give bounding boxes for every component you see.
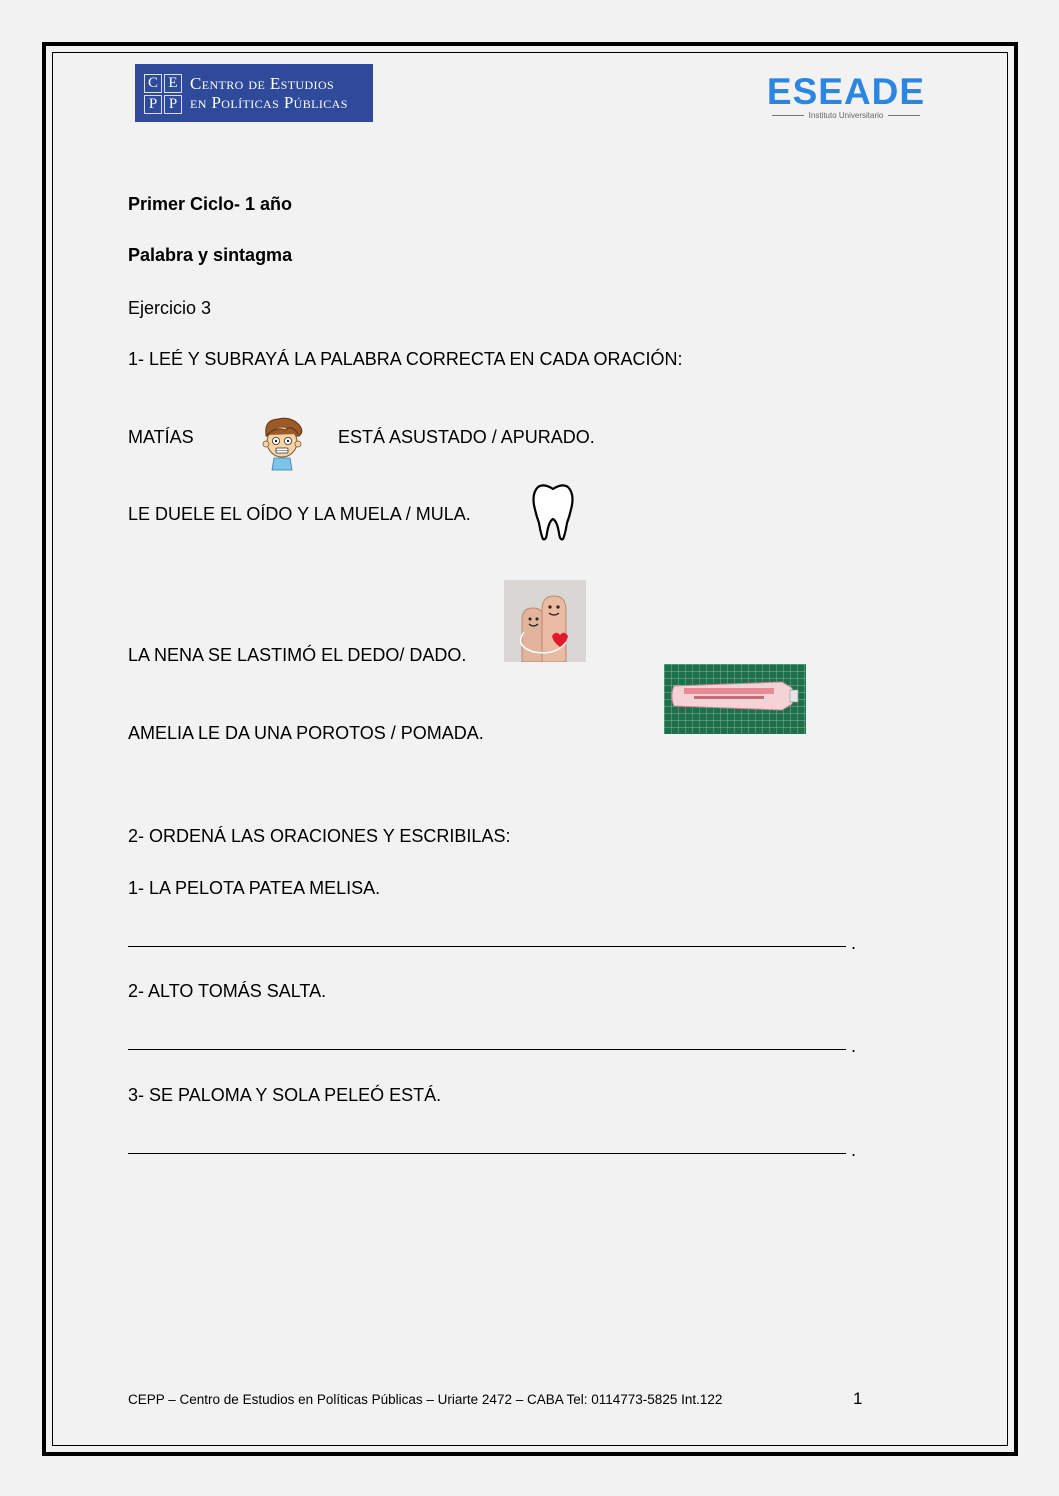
part2-item3-answer-line[interactable] xyxy=(128,1153,846,1154)
cepp-logo-letter: C xyxy=(144,74,162,93)
eseade-logo-subtitle: Instituto Universitario xyxy=(808,111,884,120)
part2-item1-period: . xyxy=(851,933,857,953)
part2-instruction: 2- ORDENÁ LAS ORACIONES Y ESCRIBILAS: xyxy=(128,826,511,846)
cepp-logo-line2: en Políticas Públicas xyxy=(190,93,348,112)
cycle-heading: Primer Ciclo- 1 año xyxy=(128,194,293,214)
eseade-logo-name: ESEADE xyxy=(766,71,926,112)
cepp-logo-letter: P xyxy=(164,95,182,114)
part1-instruction: 1- LEÉ Y SUBRAYÁ LA PALABRA CORRECTA EN CADA ORACIÓN: xyxy=(128,349,683,369)
cepp-logo-line1: Centro de Estudios xyxy=(190,74,335,93)
eseade-logo-subtitle-row xyxy=(766,111,926,120)
eseade-logo-rule xyxy=(888,115,920,116)
part1-item1-predicate: ESTÁ ASUSTADO / APURADO. xyxy=(338,427,595,447)
part2-item1-prompt: 1- LA PELOTA PATEA MELISA. xyxy=(128,878,381,898)
part2-item2-answer-line[interactable] xyxy=(128,1049,846,1050)
eseade-logo xyxy=(766,72,926,124)
part1-item4: AMELIA LE DA UNA POROTOS / POMADA. xyxy=(128,723,484,743)
part1-item2: LE DUELE EL OÍDO Y LA MUELA / MULA. xyxy=(128,504,471,524)
part1-item1-subject: MATÍAS xyxy=(128,427,194,447)
part1-item3: LA NENA SE LASTIMÓ EL DEDO/ DADO. xyxy=(128,645,467,665)
footer-text: CEPP – Centro de Estudios en Políticas Públicas – Uriarte 2472 – CABA Tel: 0114773-5825 Int.122 xyxy=(128,1392,723,1407)
ointment-tube-photo xyxy=(664,664,806,734)
scared-boy-icon xyxy=(258,414,306,472)
part2-item3-prompt: 3- SE PALOMA Y SOLA PELEÓ ESTÁ. xyxy=(128,1085,442,1105)
tooth-icon xyxy=(530,483,576,543)
part2-item2-period: . xyxy=(851,1036,857,1056)
cepp-logo-letter: E xyxy=(164,74,182,93)
part2-item1-answer-line[interactable] xyxy=(128,946,846,947)
topic-heading: Palabra y sintagma xyxy=(128,245,293,265)
page-number: 1 xyxy=(853,1389,863,1408)
fingers-photo xyxy=(504,580,586,662)
exercise-label: Ejercicio 3 xyxy=(128,298,212,318)
eseade-logo-rule xyxy=(772,115,804,116)
cepp-logo xyxy=(135,64,373,122)
part2-item3-period: . xyxy=(851,1140,857,1160)
part2-item2-prompt: 2- ALTO TOMÁS SALTA. xyxy=(128,981,327,1001)
cepp-logo-letter: P xyxy=(144,95,162,114)
cepp-logo-name xyxy=(190,74,348,112)
cepp-logo-mark xyxy=(144,74,182,112)
